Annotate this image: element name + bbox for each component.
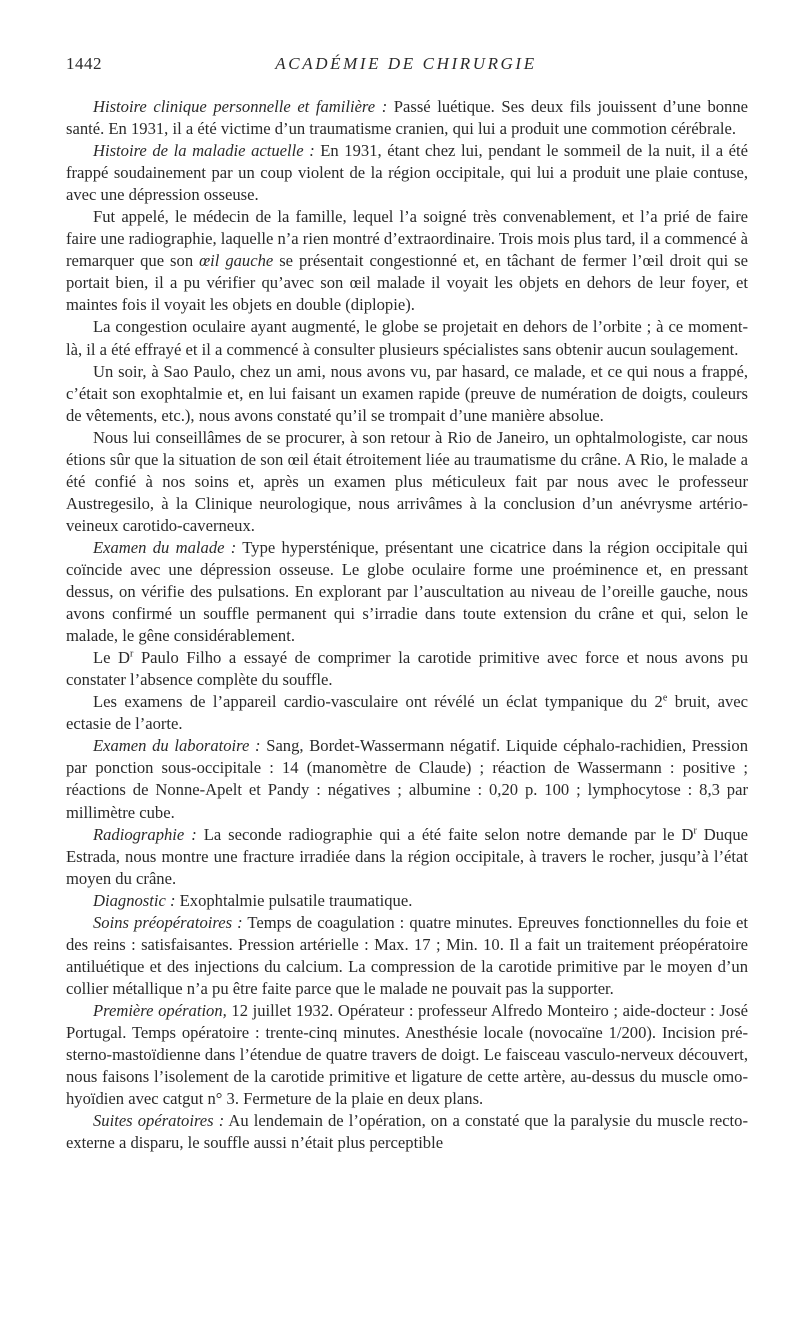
section-lead: Soins préopératoires : (93, 912, 243, 932)
superscript: e (662, 692, 668, 704)
paragraph-text: La seconde radiographie qui a été faite selon notre demande par le D (196, 824, 694, 844)
paragraph-text: Au lendemain de l’opération, on a constaté que la paralysie du muscle recto-externe a disparu, le souffle aussi n’était plus perceptible (66, 1111, 748, 1153)
section-lead: Histoire de la maladie actuelle : (93, 141, 315, 161)
section-lead: Première opération, (93, 1000, 227, 1020)
paragraph-text: Fut appelé, le médecin de la famille, lequel l’a soigné très convenablement, et l’a prié de faire faire une radiographie, laquelle n’a rien montré d’extraordinaire. Trois mois plus tard, il a commencé à remarquer que son (66, 207, 748, 271)
superscript: r (130, 648, 134, 660)
paragraph (66, 140, 748, 206)
paragraph-text: Exophtalmie pulsatile traumatique. (175, 890, 413, 910)
paragraph (66, 537, 748, 647)
article-body (66, 96, 748, 1154)
paragraph (66, 361, 748, 427)
section-lead: Histoire clinique personnelle et familière : (93, 97, 388, 116)
section-lead: Diagnostic : (93, 890, 176, 910)
paragraph-text: Les examens de l’appareil cardio-vasculaire ont révélé un éclat tympanique du 2 (93, 692, 663, 712)
paragraph (66, 824, 748, 890)
paragraph-text: La congestion oculaire ayant augmenté, le globe se projetait en dehors de l’orbite ; à ce moment-là, il a été effrayé et il a commencé à consulter plusieurs spécialistes sans obtenir aucun soulagement. (66, 317, 748, 359)
paragraph-text: Passé luétique. Ses deux fils jouissent d’une bonne santé. En 1931, il a été victime d’un traumatisme cranien, qui lui a produit une commotion cérébrale. (66, 97, 749, 139)
paragraph (66, 206, 748, 316)
paragraph-text: Type hypersténique, présentant une cicatrice dans la région occipitale qui coïncide avec une dépression osseuse. Le globe oculaire forme une proéminence et, en pressant dessus, on vérifie des pulsations. En explorant par l’auscultation au niveau de l’oreille gauche, nous avons confirmé un souffle permanent qui s’irradie dans toute extension du crâne et qui, selon le malade, le gêne considérablement. (66, 537, 748, 646)
paragraph-text-continued: Paulo Filho a essayé de comprimer la carotide primitive avec force et nous avons pu constater l’absence complète du souffle. (66, 648, 748, 690)
paragraph (66, 316, 748, 360)
paragraph (66, 1110, 748, 1154)
paragraph-text-continued: Duque Estrada, nous montre une fracture irradiée dans la région occipitale, à travers le rocher, jusqu’à l’état moyen du crâne. (66, 824, 749, 888)
page-number: 1442 (66, 54, 102, 73)
paragraph-text-continued: se présentait congestionné et, en tâchant de fermer l’œil droit qui se portait bien, il a pu vérifier qu’avec son œil malade il voyait les objets en dehors de leur foyer, et maintes fois il voyait les objets en double (diplopie). (66, 251, 748, 315)
paragraph-text: Temps de coagulation : quatre minutes. Epreuves fonctionnelles du foie et des reins : satisfaisantes. Pression artérielle : Max. 17 ; Min. 10. Il a fait un traitement préopératoire antiluétique et des injections du calcium. La compression de la carotide primitive par le moyen d’un collier métallique n’a pu être faite parce que le malade ne pouvait pas la supporter. (66, 912, 748, 998)
section-lead: Suites opératoires : (93, 1111, 225, 1131)
superscript: r (693, 825, 697, 837)
section-lead: Radiographie : (93, 824, 197, 844)
paragraph (66, 735, 748, 823)
paragraph (66, 691, 748, 735)
running-title: ACADÉMIE DE CHIRURGIE (275, 54, 537, 73)
paragraph-text: En 1931, étant chez lui, pendant le sommeil de la nuit, il a été frappé soudainement par un coup violent de la région occipitale, qui lui a produit une plaie contuse, avec une dépression osseuse. (66, 141, 748, 205)
paragraph-text: Un soir, à Sao Paulo, chez un ami, nous avons vu, par hasard, ce malade, et ce qui nous a frappé, c’était son exophtalmie et, en lui faisant un examen rapide (preuve de numération de doigts, couleurs de vêtements, etc.), nous avons constaté qu’il se trompait d’une manière absolue. (66, 361, 748, 425)
page-header (66, 52, 746, 78)
paragraph (66, 912, 748, 1000)
paragraph-text-continued: bruit, avec ectasie de l’aorte. (66, 692, 748, 734)
section-lead: Examen du laboratoire : (93, 736, 261, 756)
section-lead: Examen du malade : (93, 537, 237, 557)
paragraph-text: Le D (93, 648, 131, 668)
paragraph (66, 96, 748, 140)
paragraph (66, 647, 748, 691)
paragraph-text: Nous lui conseillâmes de se procurer, à son retour à Rio de Janeiro, un ophtalmologiste, car nous étions sûr que la situation de son œil était étroitement liée au traumatisme du crâne. A Rio, le malade a été confié à nos soins et, après un examen plus méticuleux fait par nous avec le professeur Austregesilo, à la Clinique neurologique, nous arrivâmes à la conclusion d’un anévrysme artério-veineux carotido-caverneux. (66, 427, 748, 535)
emphasis-text: œil gauche (199, 251, 274, 271)
paragraph-text: 12 juillet 1932. Opérateur : professeur Alfredo Monteiro ; aide-docteur : José Portugal. Temps opératoire : trente-cinq minutes. Anesthésie locale (novocaïne 1/200). Incision pré-sterno-mastoïdienne dans l’étendue de quatre travers de doigt. Le faisceau vasculo-nerveux découvert, nous faisons l’isolement de la carotide primitive et ligature de cette artère, au-dessus du muscle omo-hyoïdien avec catgut n° 3. Fermeture de la plaie en deux plans. (66, 1000, 748, 1109)
paragraph (66, 890, 748, 912)
paragraph (66, 1000, 748, 1110)
paragraph (66, 427, 748, 537)
paragraph-text: Sang, Bordet-Wassermann négatif. Liquide céphalo-rachidien, Pression par ponction sous-occipitale : 14 (manomètre de Claude) ; réaction de Wassermann : positive ; réactions de Nonne-Apelt et Pandy : négatives ; albumine : 0,20 p. 100 ; lymphocytose : 8,3 par millimètre cube. (66, 736, 748, 822)
